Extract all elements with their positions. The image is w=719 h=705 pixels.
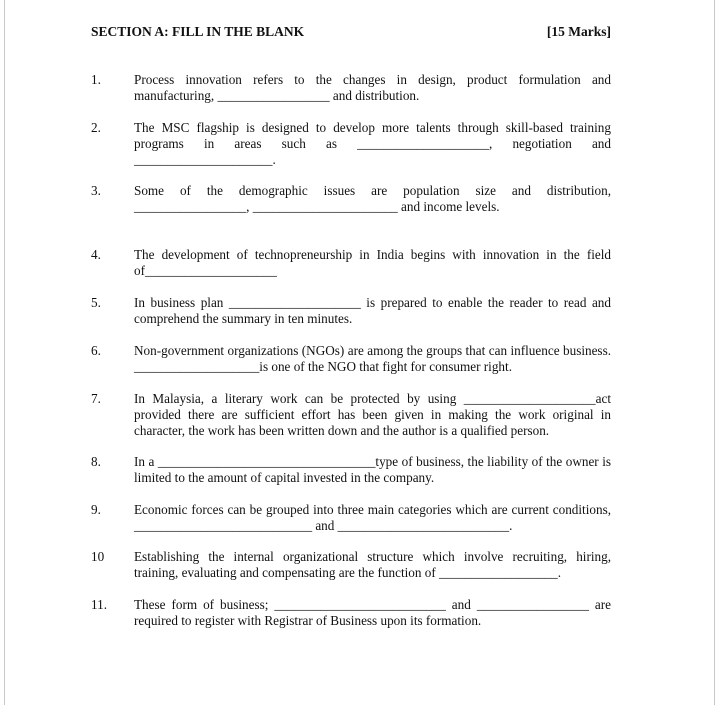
question-number: 10 <box>91 549 105 564</box>
question-text: These form of business; __________________________ and _________________ are required to register with Registrar of Business upon its formation. <box>134 597 615 628</box>
question-number: 9. <box>91 502 101 517</box>
question-number: 2. <box>91 120 101 135</box>
question-number: 8. <box>91 454 101 469</box>
question-number: 4. <box>91 247 101 262</box>
question-text: Non-government organizations (NGOs) are among the groups that can influence business. ___________________is one of the NGO that fight for consumer right. <box>134 343 615 374</box>
question-text: In business plan ____________________ is prepared to enable the reader to read and comprehend the summary in ten minutes. <box>134 295 615 326</box>
question-text: The MSC flagship is designed to develop more talents through skill-based training programs in areas such as ____________________, negotiation and _____________________. <box>134 120 615 167</box>
question-number: 5. <box>91 295 101 310</box>
section-header <box>91 22 611 44</box>
question-number: 3. <box>91 183 101 198</box>
question-text: Some of the demographic issues are population size and distribution, _________________, ______________________ and income levels. <box>134 183 615 214</box>
document-page <box>4 0 715 705</box>
question-text: In a _________________________________type of business, the liability of the owner is limited to the amount of capital invested in the company. <box>134 454 615 485</box>
question-number: 7. <box>91 391 101 406</box>
question-text: The development of technopreneurship in India begins with innovation in the field of____________________ <box>134 247 615 278</box>
question-text: In Malaysia, a literary work can be protected by using ____________________act provided there are sufficient effort has been given in making the work original in character, the work has been written down and the author is a qualified person. <box>134 391 615 438</box>
section-title: SECTION A: FILL IN THE BLANK <box>91 24 305 39</box>
question-text: Economic forces can be grouped into three main categories which are current conditions, ___________________________ and __________________________. <box>134 502 615 533</box>
question-text: Process innovation refers to the changes in design, product formulation and manufacturing, _________________ and distribution. <box>134 72 615 103</box>
question-text: Establishing the internal organizational structure which involve recruiting, hiring, training, evaluating and compensating are the function of __________________. <box>134 549 615 580</box>
question-number: 11. <box>91 597 107 612</box>
question-number: 6. <box>91 343 101 358</box>
question-number: 1. <box>91 72 101 87</box>
section-marks: [15 Marks] <box>546 24 611 39</box>
